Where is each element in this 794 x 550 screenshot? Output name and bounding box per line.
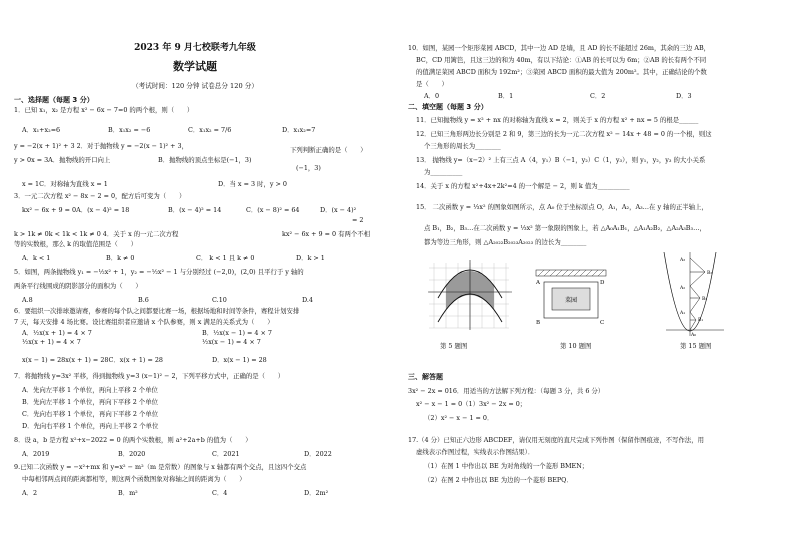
label-b2: B₂ (702, 297, 708, 302)
question-line: B.6 (138, 296, 149, 304)
question-line: B．2020 (118, 450, 146, 458)
exam-info: （考试时间：120 分钟 试卷总分 120 分） (132, 82, 258, 90)
question-line: x(x − 1) = 28x(x + 1) = 28C．x(x + 1) = 28 (22, 356, 163, 364)
question-line: A．先向左平移 1 个单位，再向上平移 2 个单位 (22, 386, 158, 394)
point-d-label: D (600, 280, 605, 286)
question-line: kx² − 6x + 9 = 0 有两个不相 (282, 230, 371, 238)
question-line: C．2 (590, 92, 606, 100)
question-line: B．x₁x₂ = −6 (108, 126, 151, 134)
question-line: C.10 (212, 296, 227, 304)
question-line: ½x(x + 1) = 4 × 7 (22, 338, 81, 346)
question-line: C．(x − 8)² = 64 (246, 206, 300, 214)
question-line: 15． 二次函数 y = ⅓x² 的图象如图所示，点 A₀ 位于坐标原点 O，A₁，A₂，A₃…在 y 轴的正半轴上， (416, 203, 708, 211)
question-line: D．k > 1 (296, 254, 325, 262)
question-line: 中每相邻两点间的距离都相等，则这两个函数图象对称轴之间的距离为（ ） (22, 475, 246, 483)
question-line: (−1，3) (296, 164, 321, 172)
question-line: A．x₁+x₂=6 (22, 126, 61, 134)
question-line: （2）x² − x − 1 = 0． (424, 414, 494, 422)
question-line: A．2 (22, 489, 38, 497)
question-line: x = 1C．对称轴为直线 x = 1 (22, 180, 108, 188)
question-line: 的值满足菜园 ABCD 面积为 192m²；③菜园 ABCD 面积的最大值为 200m²。其中，正确结论的个数 (416, 68, 707, 76)
figure-5-caption: 第 5 题图 (440, 342, 468, 350)
question-line: B．m² (118, 489, 138, 497)
question-line: D．x₁x₂=7 (282, 126, 316, 134)
question-line: y > 0x = 3A．抛物线的开口向上 (14, 156, 111, 164)
question-line: k > 1k ≠ 0k < 1k < 1k ≠ 0 4．关于 x 的一元二次方程 (14, 230, 179, 238)
question-line: = 2 (352, 216, 364, 224)
question-line: A.8 (22, 296, 33, 304)
question-line: D．当 x = 3 时，y > 0 (218, 180, 287, 188)
question-line: 1．已知 x₁，x₂ 是方程 x² − 6x − 7=0 的两个根，则（ ） (14, 106, 194, 114)
question-line: D．先向右平移 1 个单位，再向上平移 2 个单位 (22, 422, 159, 430)
exam-title: 2023 年 9 月七校联考九年级 (134, 43, 256, 53)
question-line: （2）在图 2 中作出以 BE 为边的一个菱形 BEPQ． (424, 476, 573, 484)
question-line: C． k < 1 且 k ≠ 0 (196, 254, 255, 262)
question-line: D．2m² (304, 489, 329, 497)
section-heading: 一、选择题（每题 3 分） (14, 96, 94, 104)
question-line: 6．要组织一次排球邀请赛，参赛的每个队之间都要比赛一场，根据场地和时间等条件，赛程计划安排 (14, 307, 300, 315)
question-line: 3．一元二次方程 x² − 8x − 2 = 0，配方后可变为（ ） (14, 192, 186, 200)
question-line: D．2022 (304, 450, 332, 458)
question-line: 3x² − 2x = 016．用适当的方法解下列方程：（每题 3 分，共 6 分） (408, 387, 605, 395)
figure-5-parabolas (424, 258, 514, 333)
figure-15-triangles (660, 250, 730, 338)
question-line: C．先向右平移 1 个单位，再向下平移 2 个单位 (22, 410, 159, 418)
question-line: A．2019 (22, 450, 50, 458)
label-b1: B₁ (698, 318, 704, 323)
question-line: 5．如图，两条抛物线 y₁ = −½x² + 1，y₂ = −½x² − 1 与分别经过 (−2,0)，(2,0) 且平行于 y 轴的 (14, 268, 304, 276)
point-c-label: C (600, 320, 605, 326)
question-line: ½x(x − 1) = 4 × 7 (202, 338, 261, 346)
question-line: D．(x − 4)² (320, 206, 357, 214)
point-a-label: A (536, 280, 540, 286)
question-line: 等的实数根，那么 k 的取值范围是（ ） (14, 240, 137, 248)
question-line: D．x(x − 1) = 28 (212, 356, 267, 364)
question-line: kx² − 6x + 9 = 0A．(x − 4)² = 18 (22, 206, 130, 214)
question-line: 11．已知抛物线 y = x² + nx 的对称轴为直线 x = 2，则关于 x 的方程 x² + nx = 5 的根是______ (416, 116, 699, 124)
figure-15-caption: 第 15 题图 (680, 342, 712, 350)
question-line: 10．如图，某园一个矩形菜园 ABCD，其中一边 AD 是墙，且 AD 的长不能超过 26m，其余的三边 AB， (408, 44, 711, 52)
question-line: B．先向左平移 1 个单位，再向下平移 2 个单位 (22, 398, 158, 406)
question-line: A．0 (424, 92, 440, 100)
question-line: 个三角形的周长为________ (424, 142, 501, 150)
question-line: 下列判断正确的是（ ） (290, 146, 367, 154)
question-line: 13． 抛物线 y=（x−2）² 上有三点 A（4，y₁）B（−1，y₂）C（1，y₃），则 y₁，y₂，y₃ 的大小关系 (416, 156, 706, 164)
label-a1: A₁ (680, 311, 686, 316)
question-line: B．½x(x − 1) = 4 × 7 (202, 329, 272, 337)
figure-10-caption: 第 10 题图 (560, 342, 592, 350)
question-line: 9.已知二次函数 y = −x²+mx 和 y=x² − m²（m 是常数）的图象与 x 轴都有两个交点，且这四个交点 (14, 463, 307, 471)
question-line: C．x₁x₂ = 7/6 (188, 126, 232, 134)
question-line: B．1 (498, 92, 514, 100)
question-line: 12．已知三角形两边长分别是 2 和 9，第三边的长为一元二次方程 x² − 14x + 48 = 0 的一个根，则这 (416, 130, 712, 138)
question-line: B．(x − 4)² = 14 (168, 206, 222, 214)
question-line: y = −2(x + 1)² + 3 2．对于抛物线 y = −2(x − 1)² + 3， (14, 142, 188, 150)
label-b3: B₃ (707, 271, 713, 276)
question-line: B．k ≠ 0 (106, 254, 135, 262)
label-a2: A₂ (680, 286, 686, 291)
label-a3: A₃ (680, 258, 686, 263)
label-a0: A₀ (691, 333, 697, 338)
question-line: D.4 (302, 296, 313, 304)
question-line: 是（ ） (416, 80, 448, 88)
section-heading: 三、解答题 (408, 373, 443, 381)
question-line: 7．将抛物线 y=3x² 平移，得到抛物线 y=3 (x−1)² − 2，下列平移方式中，正确的是（ ） (14, 372, 285, 380)
point-b-label: B (536, 320, 541, 326)
garden-label: 菜园 (564, 297, 578, 304)
question-line: C．4 (212, 489, 228, 497)
question-line: D．3 (676, 92, 692, 100)
question-line: 虚线表示作图过程，实线表示作图结果）． (416, 448, 535, 456)
question-line: 14．关于 x 的方程 x²+4x+2k²=4 的一个解是 − 2，则 k 值为__________ (416, 182, 630, 190)
section-heading: 二、填空题（每题 3 分） (408, 103, 488, 111)
question-line: C．2021 (212, 450, 240, 458)
question-line: 两条平行线围成的阴影部分的面积为（ ） (14, 282, 142, 290)
figure-10-garden (530, 268, 612, 328)
question-line: BC，CD 用篱笆，且这三边的和为 40m，有以下结论：①AB 的长可以为 6m；②AB 的长有两个不同 (416, 56, 707, 64)
question-line: 8．设 a，b 是方程 x²+x−2022 = 0 的两个实数根，则 a²+2a+b 的值为（ ） (14, 436, 252, 444)
question-line: 7 天，每天安排 4 场比赛。设比赛组织者应邀请 x 个队参赛，则 x 满足的关系式为（ ） (14, 318, 274, 326)
question-line: 17.（4 分）已知正六边形 ABCDEF，请仅用无刻度的直尺完成下列作图（保留作图痕迹，不写作法，用 (408, 436, 705, 444)
question-line: A．½x(x + 1) = 4 × 7 (22, 329, 92, 337)
exam-subject: 数学试题 (173, 60, 217, 73)
question-line: 点 B₁，B₂，B₃…在二次函数 y = ⅓x² 第一象限的图象上，若 △A₀A₁B₁，△A₁A₂B₂，△A₂A₃B₃…， (424, 224, 706, 232)
question-line: （1）在图 1 中作出以 BE 为对角线的一个菱形 BMEN； (424, 462, 589, 470)
question-line: A．k < 1 (22, 254, 51, 262)
question-line: x² − x − 1 = 0（1）3x² − 2x = 0； (416, 400, 527, 408)
question-line: 都为等边三角形，则 △A₂₀₂₂B₂₀₂₃A₂₀₂₃ 的边长为________ (424, 238, 587, 246)
question-line: B．抛物线的顶点坐标是(−1，3) (158, 156, 252, 164)
question-line: 为__________ (424, 168, 463, 176)
